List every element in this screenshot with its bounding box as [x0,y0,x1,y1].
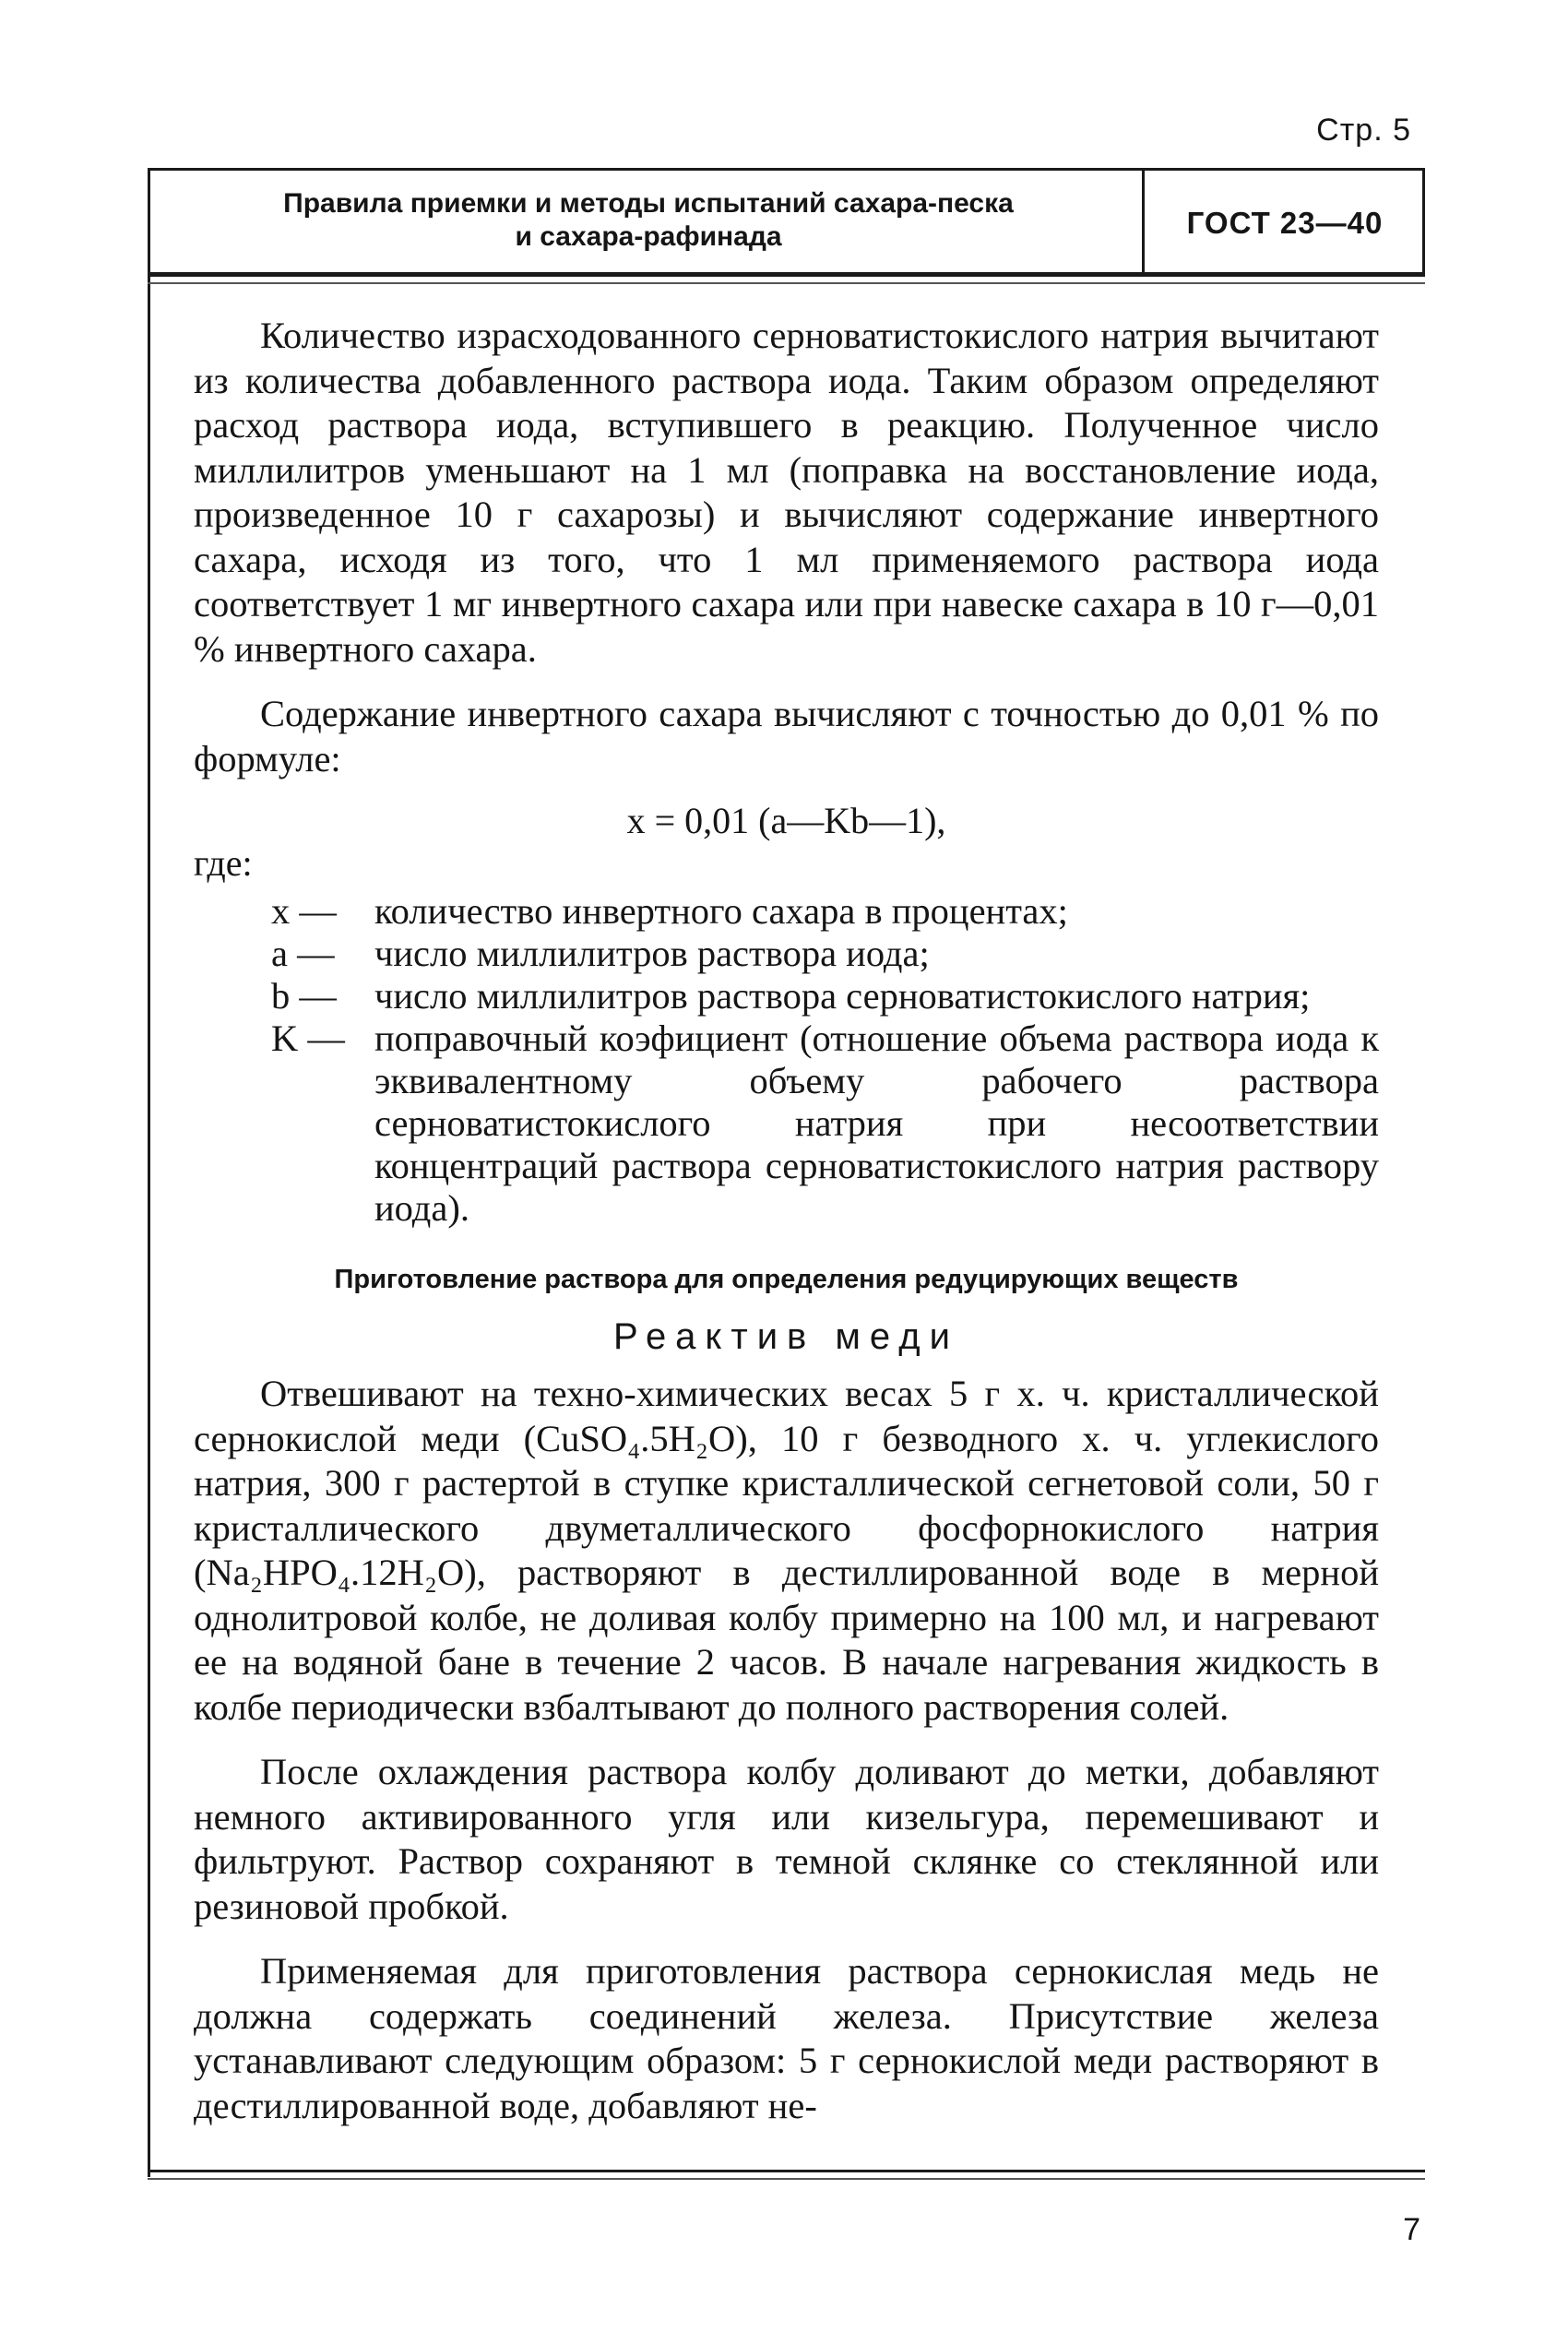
paragraph: Количество израсходованного серноватистокислого натрия вычитают из количества добавленного раствора иода. Таким образом определяют расход раствора иода, вступившего в реакцию. Полученное число миллилитров уменьшают на 1 мл (поправка на восстановление иода, произведенное 10 г сахарозы) и вычисляют содержание инвертного сахара, исходя из того, что 1 мл применяемого раствора иода соответствует 1 мг инвертного сахара или при навеске сахара в 10 г—0,01 % инвертного сахара. [194,315,1379,670]
standard-code: ГОСТ 23—40 [1186,206,1384,240]
page-number: 7 [1403,2212,1420,2247]
footer-rule [148,2170,1425,2180]
definition-item [271,890,1379,933]
paragraph: После охлаждения раствора колбу доливают до метки, добавляют немного активированного угля или кизельгура, перемешивают и фильтруют. Раствор сохраняют в темной склянке со стеклянной или резиновой пробкой. [194,1751,1379,1927]
paragraph: Содержание инвертного сахара вычисляют с точностью до 0,01 % по формуле: [194,693,1379,779]
formula: x = 0,01 (a—Kb—1), [626,800,946,841]
header-title-line-1: Правила приемки и методы испытаний сахара-песка [283,188,1014,219]
reagent-heading: Реактив меди [613,1316,959,1357]
section-text [194,1372,1379,2128]
definition-item [271,1017,1379,1230]
paragraph: Применяемая для приготовления раствора сернокислая медь не должна содержать соединений железа. Присутствие железа устанавливают следующим образом: 5 г сернокислой меди растворяют в дестиллированной воде, добавляют не- [194,1950,1379,2126]
definition-text: поправочный коэфициент (отношение объема раствора иода к эквивалентному объему рабочего раствора серноватистокислого натрия при несоответствии концентраций раствора серноватистокислого натрия раствору иода). [374,1017,1379,1229]
definition-symbol: x — [271,890,337,932]
document-header [148,168,1425,277]
variable-definitions [271,890,1379,1230]
page-label: Стр. 5 [1316,113,1411,148]
header-divider [1142,171,1145,272]
definition-text: количество инвертного сахара в процентах; [374,890,1068,932]
definition-item [271,933,1379,975]
header-title-line-2: и сахара-рафинада [515,221,782,252]
definition-symbol: b — [271,975,337,1017]
document-body [194,314,1379,2128]
definition-item [271,975,1379,1017]
header-rule [148,282,1425,284]
paragraph: Отвешивают на техно-химических весах 5 г х. ч. кристаллической сернокислой меди (CuSO₄.5H₂O), 10 г безводного х. ч. углекислого натрия, 300 г растертой в ступке кристаллической сегнетовой соли, 50 г кристаллического двуметаллического фосфорнокислого натрия (Na₂HPO₄.12H₂O), растворяют в дестиллированной воде в мерной однолитровой колбе, не доливая колбу примерно на 100 мл, и нагревают ее на водяной бане в течение 2 часов. В начале нагревания жидкость в колбе периодически взбалтывают до полного растворения солей. [194,1373,1379,1728]
left-page-edge [148,171,150,2177]
definition-text: число миллилитров раствора иода; [374,933,930,974]
header-title [169,187,1128,254]
definition-symbol: K — [271,1017,345,1059]
definition-symbol: a — [271,933,335,974]
where-label: где: [194,842,253,884]
section-heading: Приготовление раствора для определения редуцирующих веществ [334,1265,1239,1294]
definition-text: число миллилитров раствора серноватистокислого натрия; [374,975,1311,1017]
